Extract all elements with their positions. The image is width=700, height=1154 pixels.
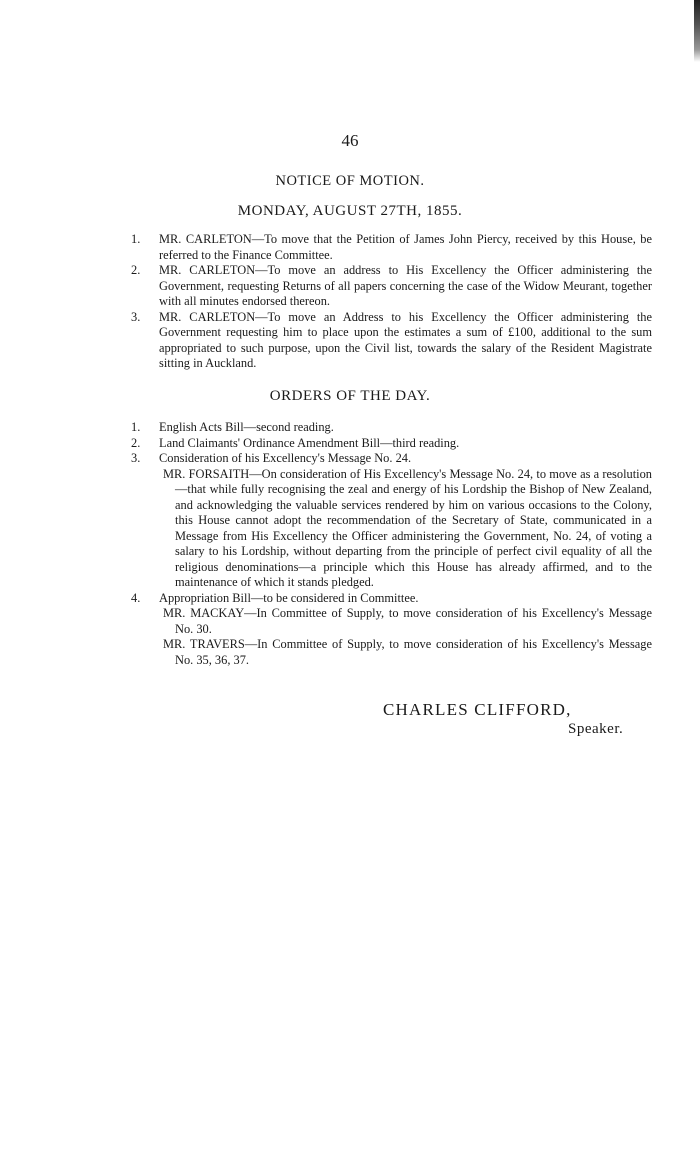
orders-heading: ORDERS OF THE DAY.	[269, 388, 431, 404]
order-text: Appropriation Bill—to be considered in Committee.	[159, 590, 419, 605]
motion-number: 2.	[131, 263, 141, 277]
motion-text: MR. CARLETON—To move an address to His Excellency the Officer administering the Government, requesting Returns of all papers concerning the case of the Widow Meurant, together with all minutes endorsed thereon.	[159, 263, 652, 308]
motion-text: MR. CARLETON—To move an Address to his Excellency the Officer administering the Government requesting him to place upon the estimates a sum of £100, additional to the sum appropriated to such purpose, upon the Civil list, towards the salary of the Resident Magistrate sitting in Auckland.	[159, 309, 652, 370]
order-item	[131, 591, 652, 669]
order-number: 3.	[131, 451, 141, 465]
speaker-signature: CHARLES CLIFFORD,	[383, 700, 572, 719]
order-item	[131, 436, 652, 452]
motion-item	[131, 232, 652, 263]
order-number: 4.	[131, 590, 141, 605]
motion-text: MR. CARLETON—To move that the Petition of James John Piercy, received by this House, be referred to the Finance Committee.	[159, 232, 652, 262]
page-number: 46	[341, 131, 359, 150]
scan-edge-mark	[694, 0, 700, 62]
motion-item	[131, 310, 652, 372]
notice-heading: NOTICE OF MOTION.	[275, 173, 425, 189]
order-sub-motion: MR. FORSAITH—On consideration of His Excellency's Message No. 24, to move as a resolution—that while fully recognising the zeal and energy of his Lordship the Bishop of New Zealand, and acknowledging the valuable services rendered by him on various occasions to the Colony, this House cannot adopt the recommendation of the Secretary of State, communicated in a Message from His Excellency the Officer administering the Government, No. 24, of voting a salary to his Lordship, without departing from the principle of perfect civil equality of all the religious denominations—a principle which this House has already affirmed, and to the maintenance of which it stands pledged.	[163, 466, 652, 589]
order-sub-motion: MR. MACKAY—In Committee of Supply, to move consideration of his Excellency's Message No. 30.	[163, 606, 652, 636]
speaker-title: Speaker.	[568, 721, 624, 737]
order-item	[131, 451, 652, 591]
order-number: 2.	[131, 435, 141, 450]
motions-list	[131, 232, 652, 372]
motion-item	[131, 263, 652, 310]
motion-number: 3.	[131, 309, 141, 324]
order-sub-motion: MR. TRAVERS—In Committee of Supply, to move consideration of his Excellency's Message No. 35, 36, 37.	[163, 637, 652, 667]
order-text: English Acts Bill—second reading.	[159, 420, 334, 434]
order-text: Consideration of his Excellency's Message No. 24.	[159, 451, 412, 465]
order-number: 1.	[131, 420, 141, 434]
motion-number: 1.	[131, 232, 141, 246]
date-heading: MONDAY, AUGUST 27TH, 1855.	[237, 203, 463, 219]
order-text: Land Claimants' Ordinance Amendment Bill—third reading.	[159, 435, 460, 450]
order-item	[131, 420, 652, 436]
orders-list	[131, 420, 652, 668]
